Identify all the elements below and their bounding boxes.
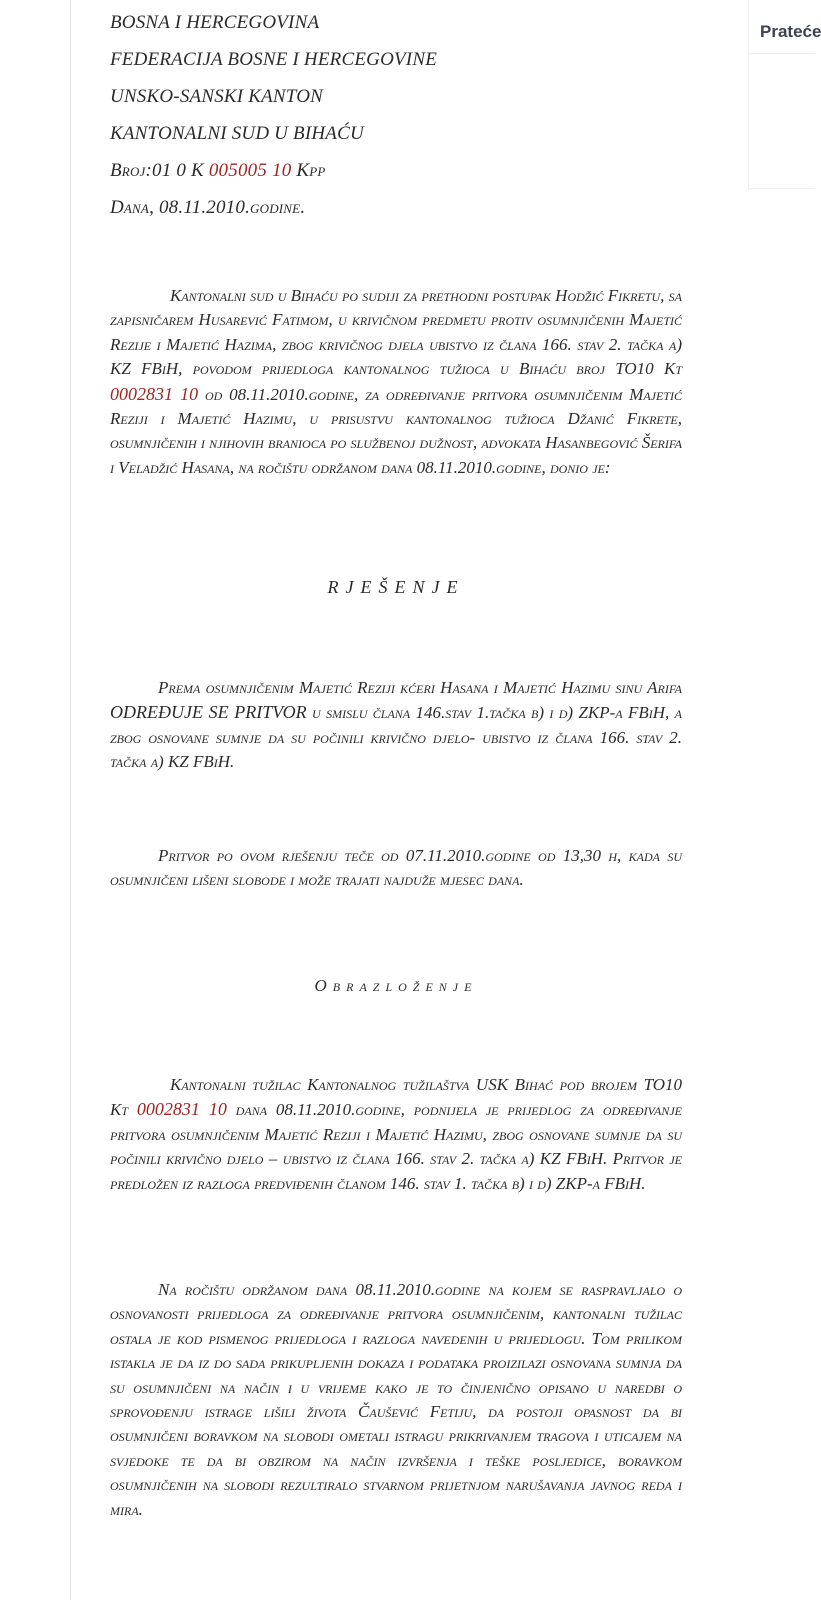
detention-paragraph xyxy=(110,844,682,893)
decision-paragraph xyxy=(110,676,682,775)
case-number-prefix: Broj:01 0 K xyxy=(110,160,209,181)
case-number-value: 005005 10 xyxy=(208,160,292,181)
header-court: KANTONALNI SUD U BIHAĆU xyxy=(110,123,364,144)
decision-title: RJEŠENJE xyxy=(327,577,465,597)
sidebar-divider xyxy=(749,188,815,189)
sidebar-panel xyxy=(748,0,821,190)
intro-text-1: Kantonalni sud u Bihaću po sudiji za prethodni postupak Hodžić Fikretu, sa zapisničarem Husarević Fatimom, u krivičnom predmetu protiv osumnjičenih Majetić Rezije i Majetić Hazima, zbog krivičnog djela ubistvo iz člana 166. stav 2. tačka a) KZ FBiH, povodom prijedloga kantonalnog tužioca u Bihaću broj TO10 Kt xyxy=(110,286,682,379)
decision-text-2: u smislu člana 146.stav 1.tačka b) i d) ZKP-a FBiH, a zbog osnovane sumnje da su počinili krivično djelo- ubistvo iz člana 166. stav 2. tačka a) KZ FBiH. xyxy=(110,703,683,772)
decision-highlight: ODREĐUJE SE PRITVOR xyxy=(110,702,307,723)
header-canton: UNSKO-SANSKI KANTON xyxy=(110,86,324,107)
tab-related[interactable]: Prateće xyxy=(760,22,821,41)
page-left-border xyxy=(70,0,71,1600)
document-date: Dana, 08.11.2010.godine. xyxy=(110,197,306,218)
detention-text: Pritvor po ovom rješenju teče od 07.11.2010.godine od 13,30 h, kada su osumnjičeni lišeni slobode i može trajati najduže mjesec dana. xyxy=(110,846,682,890)
intro-case-number: 0002831 10 xyxy=(110,383,199,404)
reasoning-title: Obrazloženje xyxy=(314,976,478,995)
decision-text-1: Prema osumnjičenim Majetić Reziji kćeri Hasana i Majetić Hazimu sinu Arifa xyxy=(158,678,682,697)
case-number-suffix: Kpp xyxy=(291,160,326,181)
intro-text-2: od 08.11.2010.godine, za određivanje pritvora osumnjičenim Majetić Reziji i Majetić Hazimu, u prisustvu kantonalnog tužioca Džanić Fikrete, osumnjičenih i njihovih branioca po službenoj dužnost, advokata Hasanbegović Šerifa i Veladžić Hasana, na ročištu održanom dana 08.11.2010.godine, donio je: xyxy=(110,384,683,477)
header-country: BOSNA I HERCEGOVINA xyxy=(110,12,320,33)
intro-paragraph xyxy=(110,284,682,480)
case-number xyxy=(110,160,326,182)
reasoning-text-3: Na ročištu održanom dana 08.11.2010.godine na kojem se raspravljalo o osnovanosti prijedloga za određivanje pritvora osumnjičenim, kantonalni tužilac ostala je kod pismenog prijedloga i razloga navedenih u prijedlogu. Tom prilikom istakla je da iz do sada prikupljenih dokaza i podataka proizilazi osnovana sumnja da su osumnjičeni na način i u vrijeme kako je to činjenično opisano u naredbi o sprovođenju istrage lišili života Čaušević Fetiju, da postoji opasnost da bi osumnjičeni boravkom na slobodi ometali istragu prikrivanjem tragova i uticajem na svjedoke te da bi obzirom na način izvršenja i teške posljedice, boravkom osumnjičenih na slobodi rezultiralo stvarnom prijetnjom narušavanja javnog reda i mira. xyxy=(110,1280,682,1519)
reasoning-paragraph-1 xyxy=(110,1073,682,1196)
reasoning-case-number: 0002831 10 xyxy=(136,1099,227,1120)
reasoning-text-1: Kantonalni tužilac Kantonalnog tužilaštva USK Bihać pod brojem TO10 Kt xyxy=(110,1075,682,1120)
reasoning-text-2: dana 08.11.2010.godine, podnijela je prijedlog za određivanje pritvora osumnjičenim Majetić Reziji i Majetić Hazimu, zbog osnovane sumnje da su počinili krivično djelo – ubistvo iz člana 166. stav 2. tačka a) KZ FBiH. Pritvor je predložen iz razloga predviđenih članom 146. stav 1. tačka b) i d) ZKP-a FBiH. xyxy=(110,1100,683,1193)
header-federation: FEDERACIJA BOSNE I HERCEGOVINE xyxy=(110,49,437,70)
reasoning-paragraph-2 xyxy=(110,1278,682,1522)
sidebar-divider xyxy=(749,53,815,54)
